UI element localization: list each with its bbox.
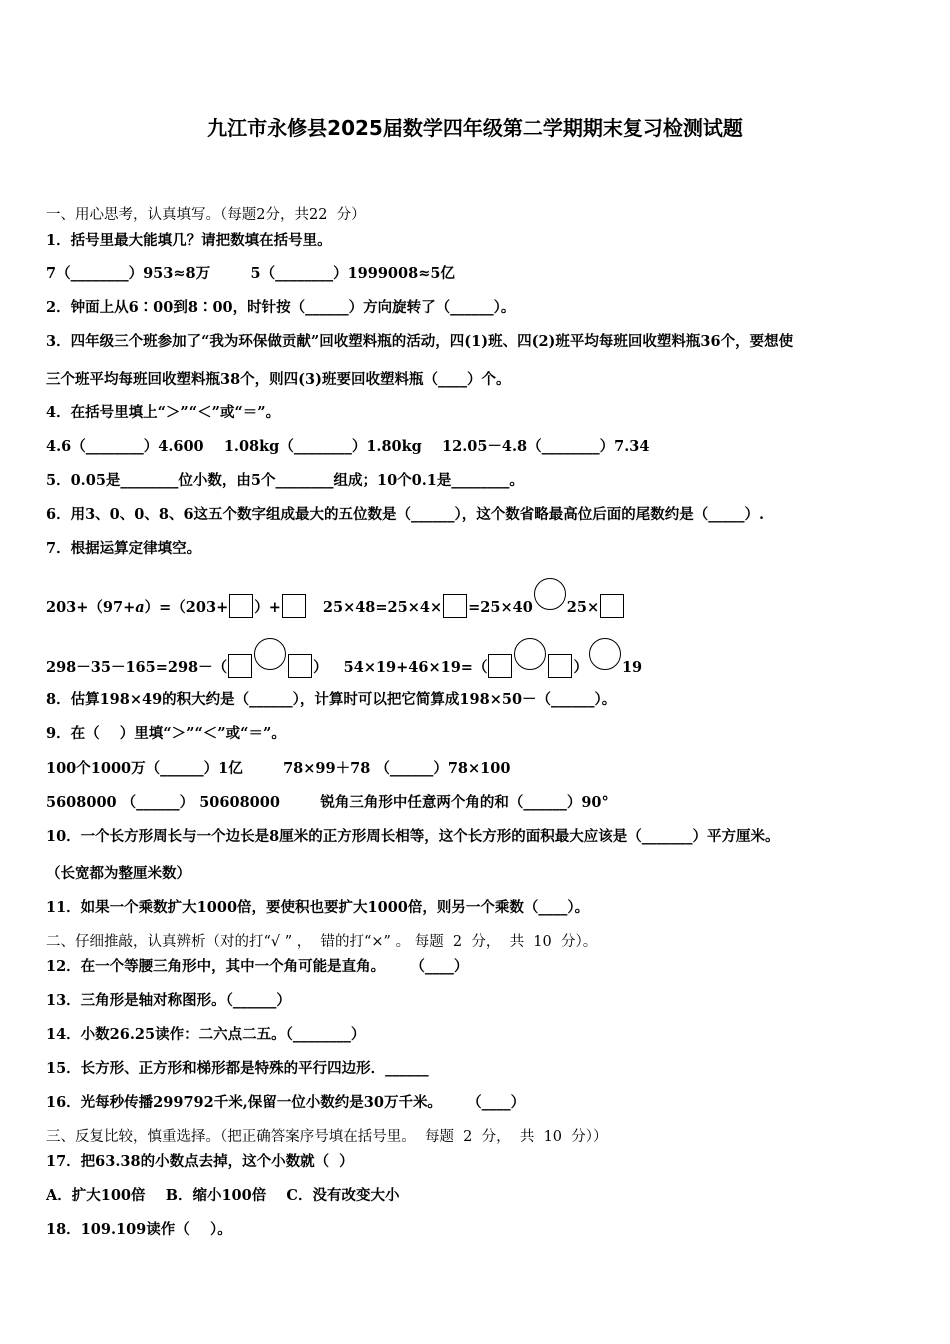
question-10-text-2: （长宽都为整厘米数） xyxy=(46,865,191,882)
question-7-text: 7．根据运算定律填空。 xyxy=(46,540,202,557)
question-12-text: 12．在一个等腰三角形中，其中一个角可能是直角。 （____） xyxy=(46,958,469,975)
q7-expr-c-part-1: 298－35－165=298－（ xyxy=(46,659,228,676)
question-7-row-1 xyxy=(46,578,625,618)
question-2 xyxy=(46,296,515,317)
section-3-text: 三、反复比较，慎重选择。（把正确答案序号填在括号里。 每题 2 分， 共 10 分）） xyxy=(46,1129,608,1145)
answer-box[interactable] xyxy=(600,594,624,618)
question-4-items-text: 4.6（________）4.600 1.08kg（________）1.80kg 12.05－4.8（________）7.34 xyxy=(46,438,650,455)
question-17 xyxy=(46,1150,354,1171)
question-9-row-2 xyxy=(46,791,609,812)
answer-box[interactable] xyxy=(488,654,512,678)
question-1-text: 1．括号里最大能填几？请把数填在括号里。 xyxy=(46,232,332,249)
answer-box[interactable] xyxy=(282,594,306,618)
answer-circle[interactable] xyxy=(254,638,286,670)
question-11-text: 11．如果一个乘数扩大1000倍，要使积也要扩大1000倍，则另一个乘数（____）。 xyxy=(46,899,590,916)
question-9-row-2-text: 5608000 （______） 50608000 锐角三角形中任意两个角的和（______）90° xyxy=(46,794,609,811)
question-10-line-2 xyxy=(46,862,191,883)
answer-box[interactable] xyxy=(443,594,467,618)
question-15-text: 15．长方形、正方形和梯形都是特殊的平行四边形．______ xyxy=(46,1060,429,1077)
question-1-items-text: 7（________）953≈8万 5（________）1999008≈5亿 xyxy=(46,265,455,282)
question-13-text: 13．三角形是轴对称图形。（______） xyxy=(46,992,291,1009)
question-9-row-1-text: 100个1000万（______）1亿 78×99＋78 （______）78×100 xyxy=(46,760,511,777)
question-12 xyxy=(46,955,468,976)
question-9 xyxy=(46,722,286,743)
question-7 xyxy=(46,537,201,558)
question-17-options-text: A．扩大100倍 B．缩小100倍 C．没有改变大小 xyxy=(46,1187,400,1204)
question-6-text: 6．用3、0、0、8、6这五个数字组成最大的五位数是（______），这个数省略最高位后面的尾数约是（_____）. xyxy=(46,506,765,523)
section-3-heading xyxy=(46,1125,607,1146)
question-7-row-2 xyxy=(46,638,642,678)
question-3-line-2 xyxy=(46,368,511,389)
answer-circle[interactable] xyxy=(589,638,621,670)
q7-expr-b-part-2: =25×40 xyxy=(468,599,533,616)
question-8-text: 8．估算198×49的积大约是（______），计算时可以把它简算成198×50－（______）。 xyxy=(46,691,617,708)
question-8 xyxy=(46,688,616,709)
answer-box[interactable] xyxy=(548,654,572,678)
question-18-text: 18．109.109读作（ ）。 xyxy=(46,1221,232,1238)
q7-expr-c-part-2: ） xyxy=(313,659,328,676)
question-4 xyxy=(46,401,280,422)
question-17-text: 17．把63.38的小数点去掉，这个小数就（ ） xyxy=(46,1153,354,1170)
q7-expr-b-part-3: 25× xyxy=(566,599,600,616)
question-10-text-1: 10．一个长方形周长与一个边长是8厘米的正方形周长相等，这个长方形的面积最大应该是（_______）平方厘米。 xyxy=(46,828,780,845)
answer-box[interactable] xyxy=(228,654,252,678)
question-5 xyxy=(46,469,524,490)
question-11 xyxy=(46,896,589,917)
question-13 xyxy=(46,989,291,1010)
question-18 xyxy=(46,1218,232,1239)
answer-circle[interactable] xyxy=(534,578,566,610)
question-6 xyxy=(46,503,764,524)
q7-expr-d-part-3: 19 xyxy=(621,659,643,676)
q7-expr-d-part-1: 54×19+46×19=（ xyxy=(343,659,488,676)
question-1 xyxy=(46,229,332,250)
q7-expr-a-part-3: ）+ xyxy=(254,599,281,616)
question-14 xyxy=(46,1023,365,1044)
page-title: 九江市永修县2025届数学四年级第二学期期末复习检测试题 xyxy=(207,116,743,140)
answer-circle[interactable] xyxy=(514,638,546,670)
question-4-text: 4．在括号里填上“＞”“＜”或“＝”。 xyxy=(46,404,281,421)
question-9-text: 9．在（ ）里填“＞”“＜”或“＝”。 xyxy=(46,725,286,742)
question-9-row-1 xyxy=(46,757,510,778)
question-16-text: 16．光每秒传播299792千米,保留一位小数约是30万千米。 （____） xyxy=(46,1094,526,1111)
question-3-line-1 xyxy=(46,330,793,351)
question-5-text: 5．0.05是________位小数，由5个________组成；10个0.1是________。 xyxy=(46,472,524,489)
question-10-line-1 xyxy=(46,825,780,846)
question-3-text-2: 三个班平均每班回收塑料瓶38个，则四(3)班要回收塑料瓶（____）个。 xyxy=(46,371,511,388)
question-2-text: 2．钟面上从6∶00到8∶00，时针按（______）方向旋转了（______）。 xyxy=(46,299,516,316)
section-1-heading xyxy=(46,203,366,224)
section-2-heading xyxy=(46,930,597,951)
q7-expr-a-part-2: ）=（203+ xyxy=(144,599,229,616)
answer-box[interactable] xyxy=(229,594,253,618)
question-1-items xyxy=(46,262,455,283)
section-2-text: 二、仔细推敲，认真辨析（对的打“√ ” ， 错的打“×” 。 每题 2 分， 共 10 分）。 xyxy=(46,934,598,950)
q7-expr-b-part-1: 25×48=25×4× xyxy=(322,599,443,616)
question-14-text: 14．小数26.25读作：二六点二五。（________） xyxy=(46,1026,366,1043)
question-3-text-1: 3．四年级三个班参加了“我为环保做贡献”回收塑料瓶的活动，四(1)班、四(2)班平均每班回收塑料瓶36个，要想使 xyxy=(46,333,794,350)
q7-expr-d-part-2: ） xyxy=(573,659,588,676)
q7-variable-a: a xyxy=(135,599,145,616)
section-1-text: 一、用心思考，认真填写。（每题2分，共22 分） xyxy=(46,207,366,223)
question-15 xyxy=(46,1057,429,1078)
question-4-items xyxy=(46,435,649,456)
answer-box[interactable] xyxy=(288,654,312,678)
q7-expr-a-part-1: 203+（97+ xyxy=(46,599,136,616)
question-16 xyxy=(46,1091,525,1112)
question-17-options xyxy=(46,1184,399,1205)
